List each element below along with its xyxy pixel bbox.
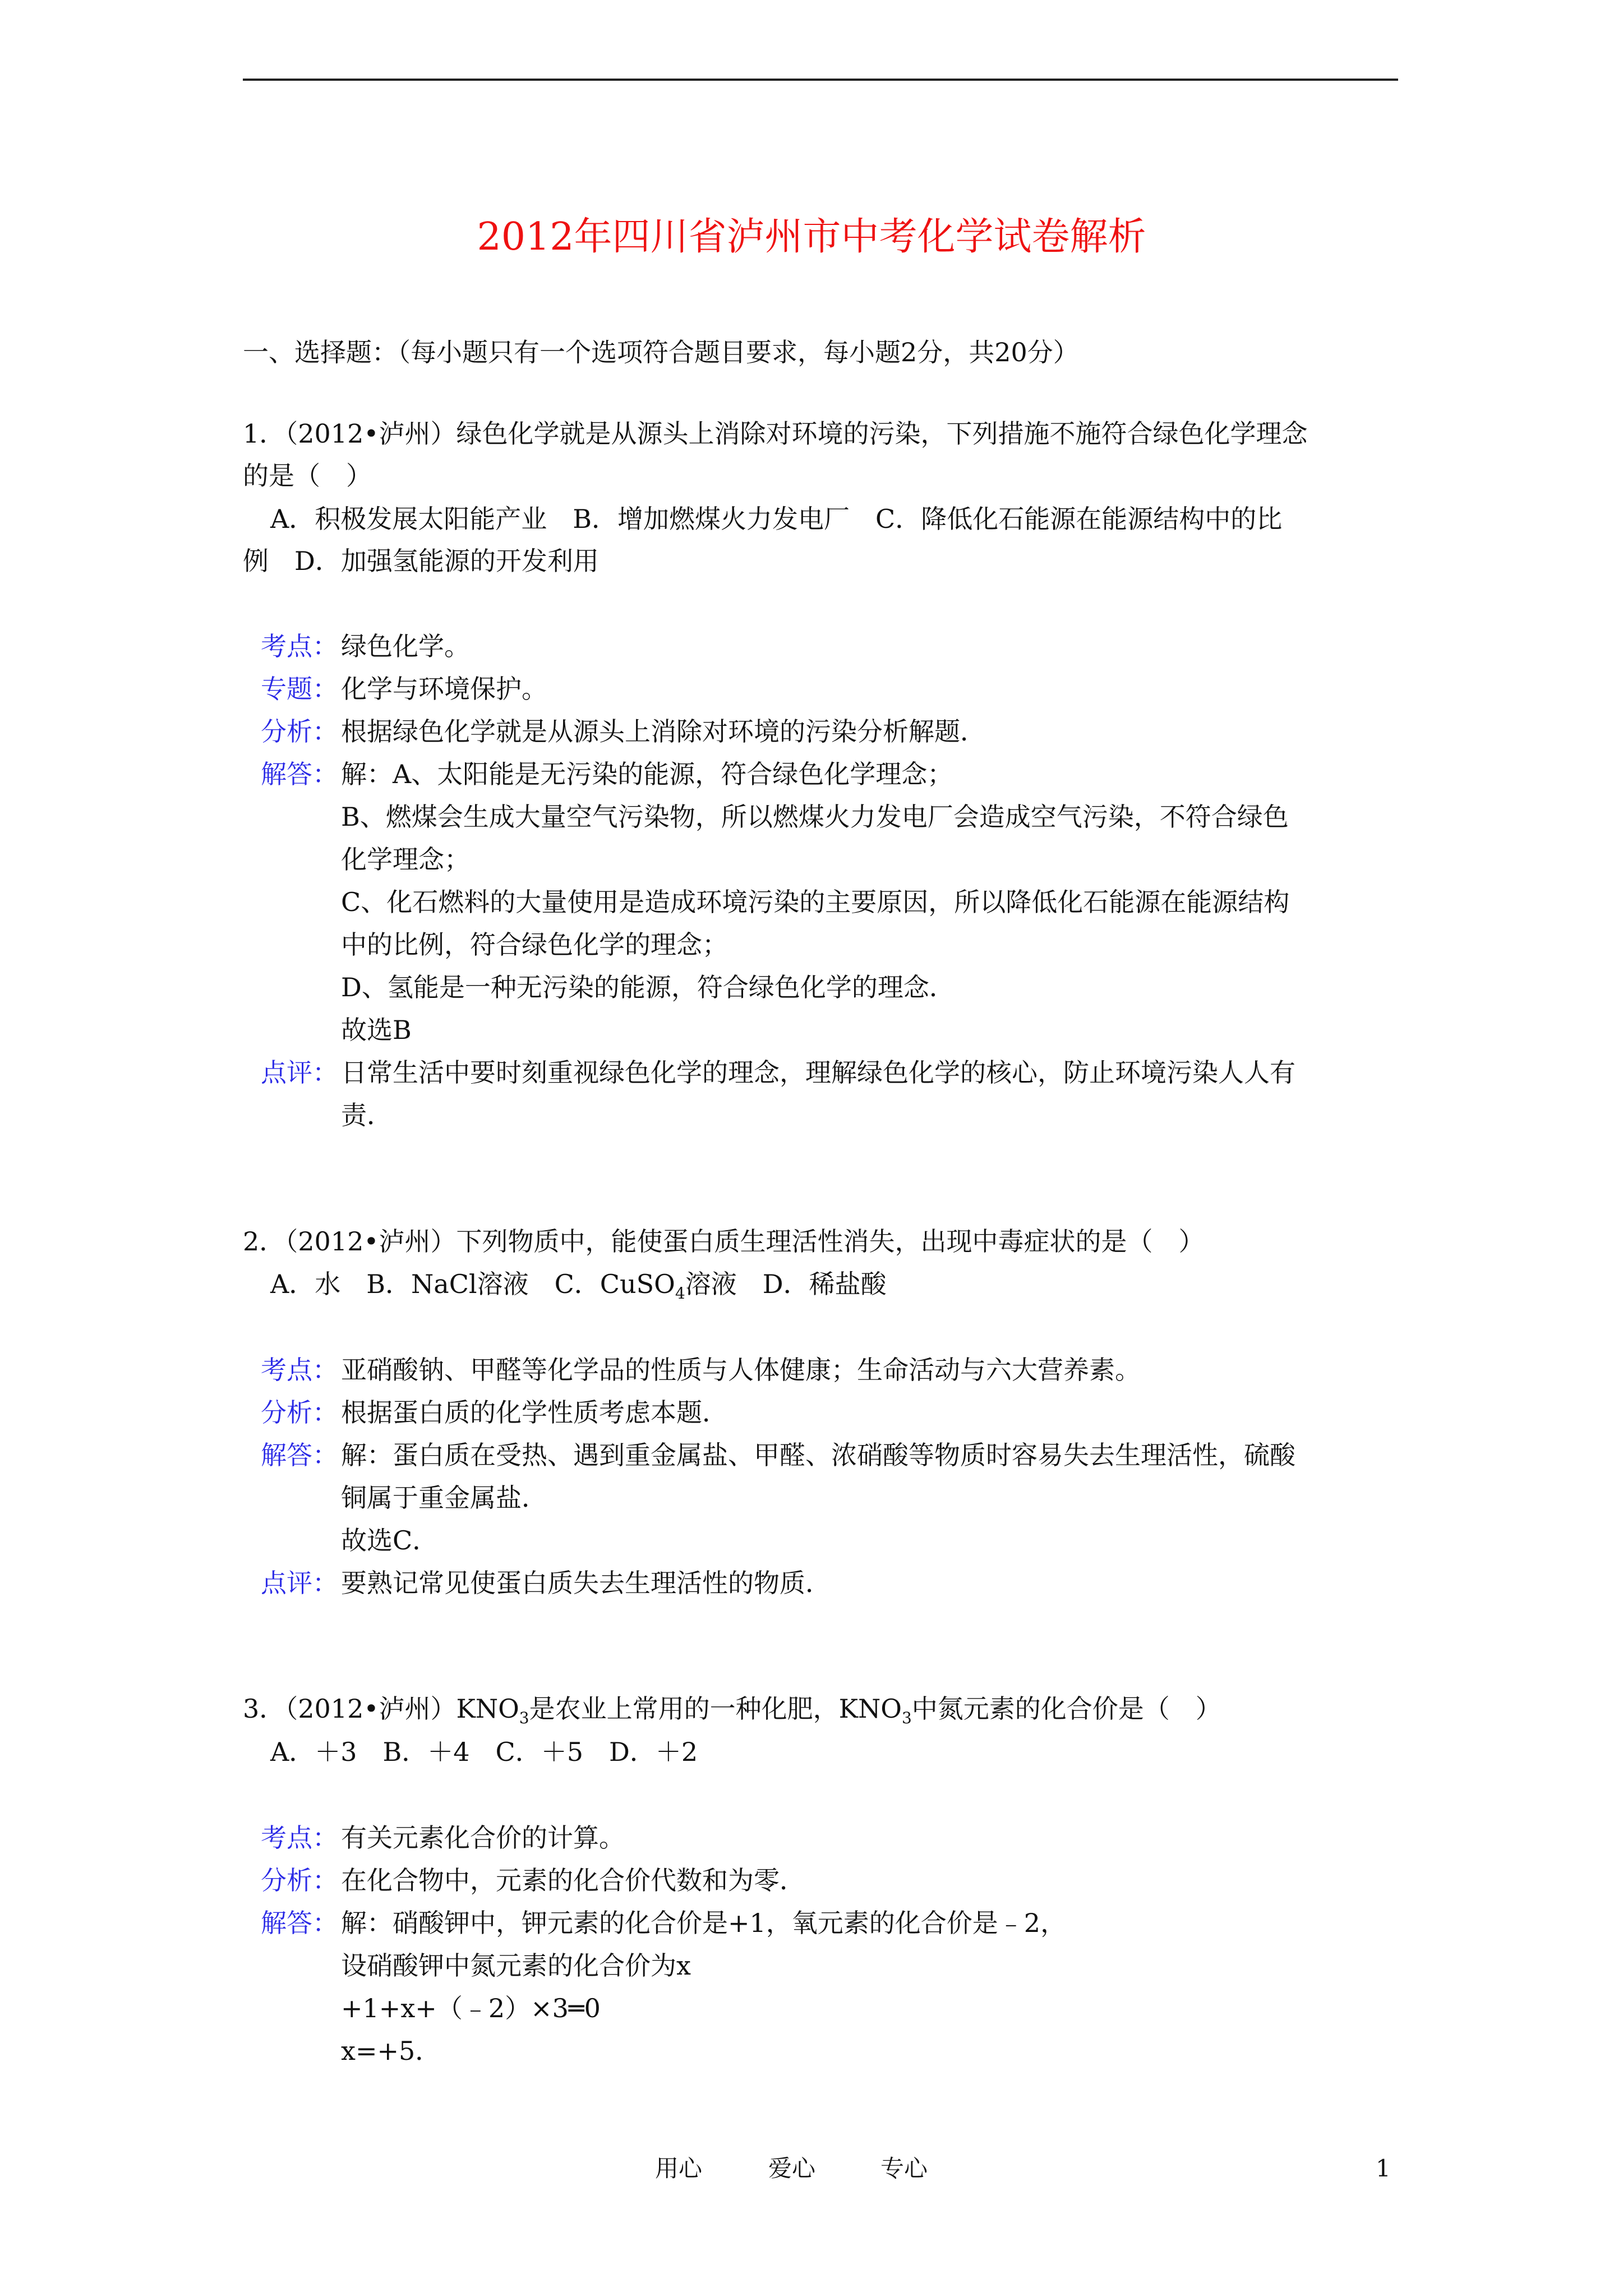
footer-left: 用心: [655, 2155, 703, 2182]
q2-dianping-label: 点评：: [261, 1568, 338, 1598]
q1-dianping-line2: 责．: [341, 1100, 393, 1130]
q3-stem-part1: 3．（2012•泸州）KNO: [243, 1694, 519, 1724]
q3-stem-part2: 是农业上常用的一种化肥，KNO: [529, 1694, 902, 1724]
q1-kaodian-text: 绿色化学。: [341, 631, 470, 661]
q1-stem-line2: 的是（ ）: [243, 461, 372, 491]
q2-dianping-text: 要熟记常见使蛋白质失去生理活性的物质．: [341, 1568, 831, 1598]
q3-answer-line3: +1+x+（﹣2）×3═0: [341, 1993, 601, 2023]
q1-stem-line1: 1．（2012•泸州）绿色化学就是从源头上消除对环境的污染，下列措施不施符合绿色化学理念: [243, 418, 1308, 449]
document-title: 2012年四川省泸州市中考化学试卷解析: [477, 215, 1146, 259]
q2-options-subscript: 4: [675, 1284, 685, 1303]
q1-answer-line7: 故选B: [341, 1015, 412, 1045]
q3-answer-line2: 设硝酸钾中氮元素的化合价为x: [341, 1950, 691, 1981]
q2-answer-line2: 铜属于重金属盐．: [341, 1483, 547, 1513]
q1-options-line1: A．积极发展太阳能产业 B．增加燃煤火力发电厂 C．降低化石能源在能源结构中的比: [270, 504, 1283, 534]
q2-answer-line3: 故选C．: [341, 1525, 439, 1556]
q1-fenxi-text: 根据绿色化学就是从源头上消除对环境的污染分析解题．: [341, 716, 986, 747]
footer-middle: 爱心: [768, 2155, 816, 2182]
q3-fenxi-label: 分析：: [261, 1865, 338, 1895]
q1-zhuanti-label: 专题：: [261, 674, 338, 704]
section-heading: 一、选择题：（每小题只有一个选项符合题目要求，每小题2分，共20分）: [243, 337, 1079, 367]
q2-kaodian-text: 亚硝酸钠、甲醛等化学品的性质与人体健康；生命活动与六大营养素。: [341, 1355, 1141, 1385]
q1-answer-line1: 解：A、太阳能是无污染的能源，符合绿色化学理念；: [341, 759, 953, 789]
q3-options: A．＋3 B．＋4 C．＋5 D．＋2: [270, 1737, 698, 1767]
q1-answer-line2: B、燃煤会生成大量空气污染物，所以燃煤火力发电厂会造成空气污染，不符合绿色: [341, 802, 1289, 832]
page-number: 1: [1376, 2155, 1391, 2182]
q1-dianping-label: 点评：: [261, 1057, 338, 1088]
q3-answer-line4: x=+5．: [341, 2036, 441, 2066]
q3-stem-sub1: 3: [519, 1709, 529, 1727]
q1-answer-line3: 化学理念；: [341, 844, 470, 875]
q3-stem-part3: 中氮元素的化合价是（ ）: [911, 1694, 1221, 1724]
q3-stem: [243, 1692, 1221, 1726]
q2-kaodian-label: 考点：: [261, 1355, 338, 1385]
q1-jieda-label: 解答：: [261, 759, 338, 789]
header-rule: [243, 79, 1398, 81]
q1-answer-line5: 中的比例，符合绿色化学的理念；: [341, 930, 728, 960]
q2-stem: 2．（2012•泸州）下列物质中，能使蛋白质生理活性消失，出现中毒症状的是（ ）: [243, 1226, 1205, 1257]
q2-options-part1: A．水 B．NaCl溶液 C．CuSO: [270, 1269, 675, 1299]
q2-fenxi-text: 根据蛋白质的化学性质考虑本题．: [341, 1397, 728, 1428]
q1-kaodian-label: 考点：: [261, 631, 338, 661]
q1-answer-line4: C、化石燃料的大量使用是造成环境污染的主要原因，所以降低化石能源在能源结构: [341, 887, 1290, 917]
q3-kaodian-text: 有关元素化合价的计算。: [341, 1823, 625, 1853]
q1-answer-line6: D、氢能是一种无污染的能源，符合绿色化学的理念．: [341, 972, 955, 1002]
q3-kaodian-label: 考点：: [261, 1823, 338, 1853]
q3-fenxi-text: 在化合物中，元素的化合价代数和为零．: [341, 1865, 805, 1895]
q2-fenxi-label: 分析：: [261, 1397, 338, 1428]
q2-options: [270, 1267, 887, 1301]
q3-stem-sub2: 3: [901, 1709, 912, 1727]
q3-answer-line1: 解：硝酸钾中，钾元素的化合价是+1，氧元素的化合价是﹣2，: [341, 1908, 1067, 1938]
q1-options-line2: 例 D．加强氢能源的开发利用: [243, 546, 599, 576]
q1-dianping-line1: 日常生活中要时刻重视绿色化学的理念，理解绿色化学的核心，防止环境污染人人有: [341, 1057, 1295, 1088]
q1-zhuanti-text: 化学与环境保护。: [341, 674, 547, 704]
q3-jieda-label: 解答：: [261, 1908, 338, 1938]
footer-right: 专心: [880, 2155, 928, 2182]
q2-answer-line1: 解：蛋白质在受热、遇到重金属盐、甲醛、浓硝酸等物质时容易失去生理活性，硫酸: [341, 1440, 1295, 1470]
q2-jieda-label: 解答：: [261, 1440, 338, 1470]
q1-fenxi-label: 分析：: [261, 716, 338, 747]
q2-options-part2: 溶液 D．稀盐酸: [685, 1269, 887, 1299]
